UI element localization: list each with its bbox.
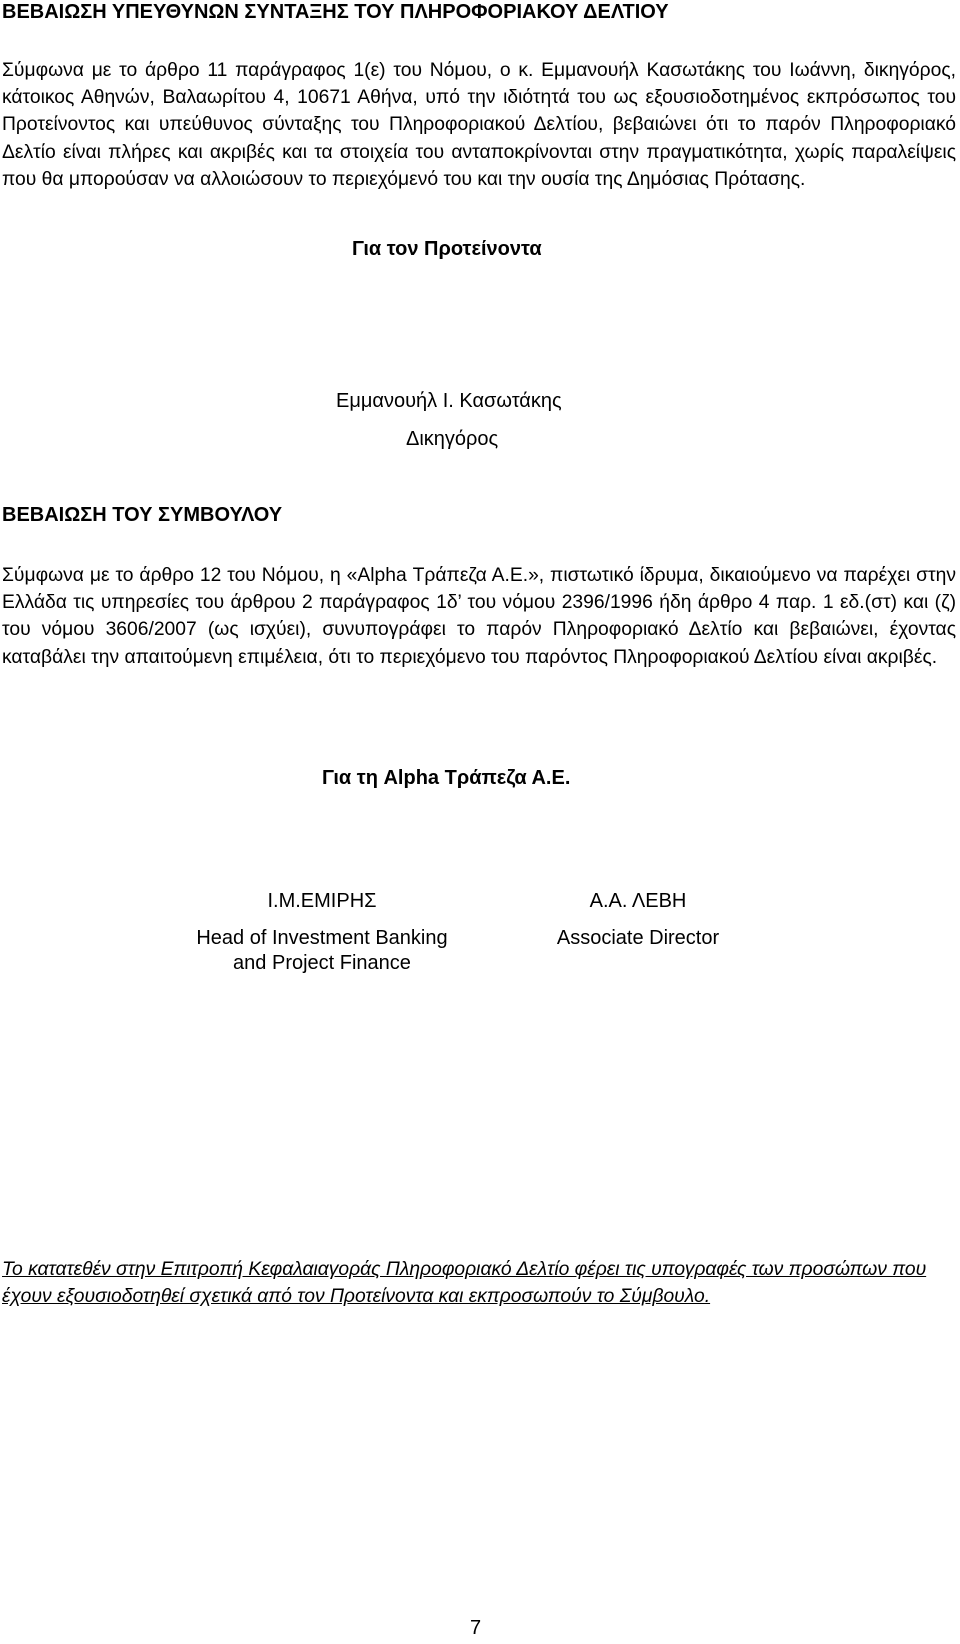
- bank-signatory-1-title-2: and Project Finance: [233, 952, 411, 974]
- footnote: Το κατατεθέν στην Επιτροπή Κεφαλαιαγοράς Πληροφοριακό Δελτίο φέρει τις υπογραφές των προσώπων που έχουν εξουσιοδοτηθεί σχετικά από τον Προτείνοντα και εκπροσωπούν το Σύμβουλο.: [2, 1259, 927, 1308]
- page-number: 7: [470, 1617, 482, 1639]
- responsible-persons-paragraph: Σύμφωνα με το άρθρο 11 παράγραφος 1(ε) του Νόμου, ο κ. Εμμανουήλ Κασωτάκης του Ιωάννη, δικηγόρος, κάτοικος Αθηνών, Βαλαωρίτου 4, 10671 Αθήνα, υπό την ιδιότητά του ως εξουσιοδοτημένος εκπρόσωπος του Προτείνοντος και υπεύθυνος σύνταξης του Πληροφοριακού Δελτίου, βεβαιώνει ότι το παρόν Πληροφοριακό Δελτίο είναι πλήρες και ακριβές και τα στοιχεία του ανταποκρίνονται στην πραγματικότητα, χωρίς παραλείψεις που θα μπορούσαν να αλλοιώσουν το περιεχόμενό του και την ουσία της Δημόσιας Πρότασης.: [2, 60, 956, 190]
- offeror-signatory-name: Εμμανουήλ Ι. Κασωτάκης: [336, 390, 562, 412]
- offeror-signatory-role: Δικηγόρος: [406, 428, 499, 450]
- bank-signatory-1-name: Ι.Μ.ΕΜΙΡΗΣ: [267, 890, 377, 912]
- section-title-responsible-persons: ΒΕΒΑΙΩΣΗ ΥΠΕΥΘΥΝΩΝ ΣΥΝΤΑΞΗΣ ΤΟΥ ΠΛΗΡΟΦΟΡΙΑΚΟΥ ΔΕΛΤΙΟΥ: [2, 1, 669, 23]
- for-offeror-label: Για τον Προτείνοντα: [352, 238, 542, 260]
- for-bank-label: Για τη Alpha Τράπεζα Α.Ε.: [322, 767, 571, 789]
- bank-signatory-2-name: Α.Α. ΛΕΒΗ: [589, 890, 687, 912]
- advisor-paragraph: Σύμφωνα με το άρθρο 12 του Νόμου, η «Alpha Τράπεζα Α.Ε.», πιστωτικό ίδρυμα, δικαιούμενο να παρέχει στην Ελλάδα τις υπηρεσίες του άρθρου 2 παράγραφος 1δ’ του νόμου 2396/1996 ήδη άρθρο 4 παρ. 1 εδ.(στ) και (ζ) του νόμου 3606/2007 (ως ισχύει), συνυπογράφει το παρόν Πληροφοριακό Δελτίο και βεβαιώνει, έχοντας καταβάλει την απαιτούμενη επιμέλεια, ότι το περιεχόμενο του παρόντος Πληροφοριακού Δελτίου είναι ακριβές.: [2, 565, 956, 668]
- section-title-advisor: ΒΕΒΑΙΩΣΗ ΤΟΥ ΣΥΜΒΟΥΛΟΥ: [2, 504, 283, 526]
- bank-signatory-2-title: Associate Director: [556, 927, 720, 949]
- bank-signatory-1-title: Head of Investment Banking: [196, 927, 448, 949]
